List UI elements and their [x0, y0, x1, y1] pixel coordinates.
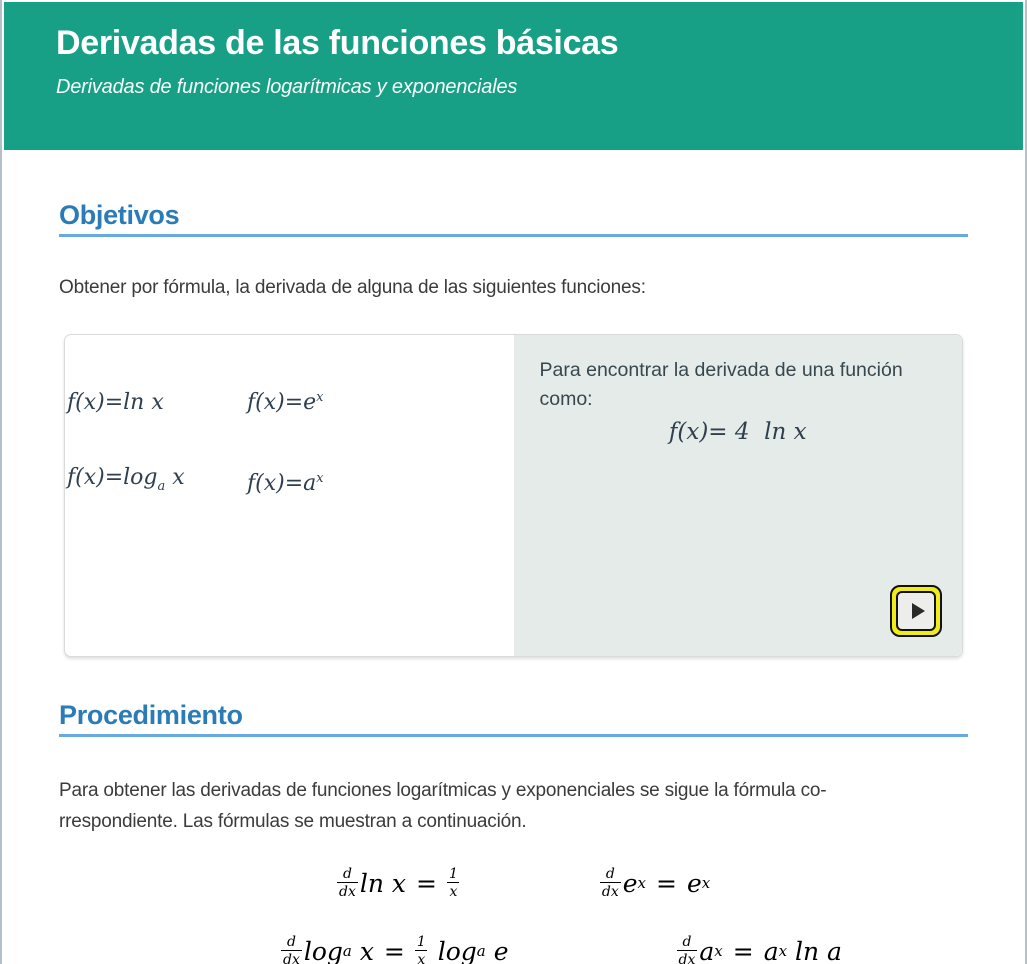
play-icon [912, 603, 925, 619]
formula-row-2 [59, 934, 968, 964]
formula-row-1 [59, 866, 968, 900]
formula-deriv-e: $\frac{d}{dx}$ e x = e x [601, 866, 711, 901]
example-function: f(x)= 4 ln x [668, 419, 807, 445]
procedimiento-heading: Procedimiento [59, 700, 968, 737]
play-button[interactable] [890, 585, 942, 637]
functions-card [64, 334, 963, 657]
function-exp-e: $f(x)=e^x$ [247, 390, 324, 415]
formula-deriv-log-a: $\frac{d}{dx}$ log a x = $\frac{1}{x}$ log a e [281, 934, 509, 964]
play-button-face [896, 591, 936, 631]
page-header [4, 2, 1023, 150]
objetivos-intro: Obtener por fórmula, la derivada de alguna de las siguientes funciones: [59, 277, 646, 298]
formula-deriv-ln: $\frac{d}{dx}$ ln x = $\frac{1}{x}$ [339, 866, 458, 901]
functions-panel [65, 335, 514, 656]
explanation-text: Para encontrar la derivada de una función como: [539, 359, 903, 410]
function-log-a: $f(x)=\log_a$ x [67, 465, 185, 494]
formula-deriv-a: $\frac{d}{dx}$ a x = a x ln a [677, 934, 842, 964]
page-content [2, 200, 1025, 964]
page-title: Derivadas de las funciones básicas [56, 24, 619, 62]
function-exp-a: $f(x)=a^x$ [247, 471, 324, 496]
objetivos-heading: Objetivos [59, 200, 968, 237]
procedimiento-body: Para obtener las derivadas de funciones logarítmicas y exponenciales se sigue la fórmula co- rrespondiente. Las fórmulas se muestran a continuación. [59, 780, 827, 832]
explanation-panel [514, 335, 963, 656]
page-subtitle: Derivadas de funciones logarítmicas y exponenciales [56, 76, 518, 98]
function-ln: f(x)=ln x [67, 390, 164, 415]
